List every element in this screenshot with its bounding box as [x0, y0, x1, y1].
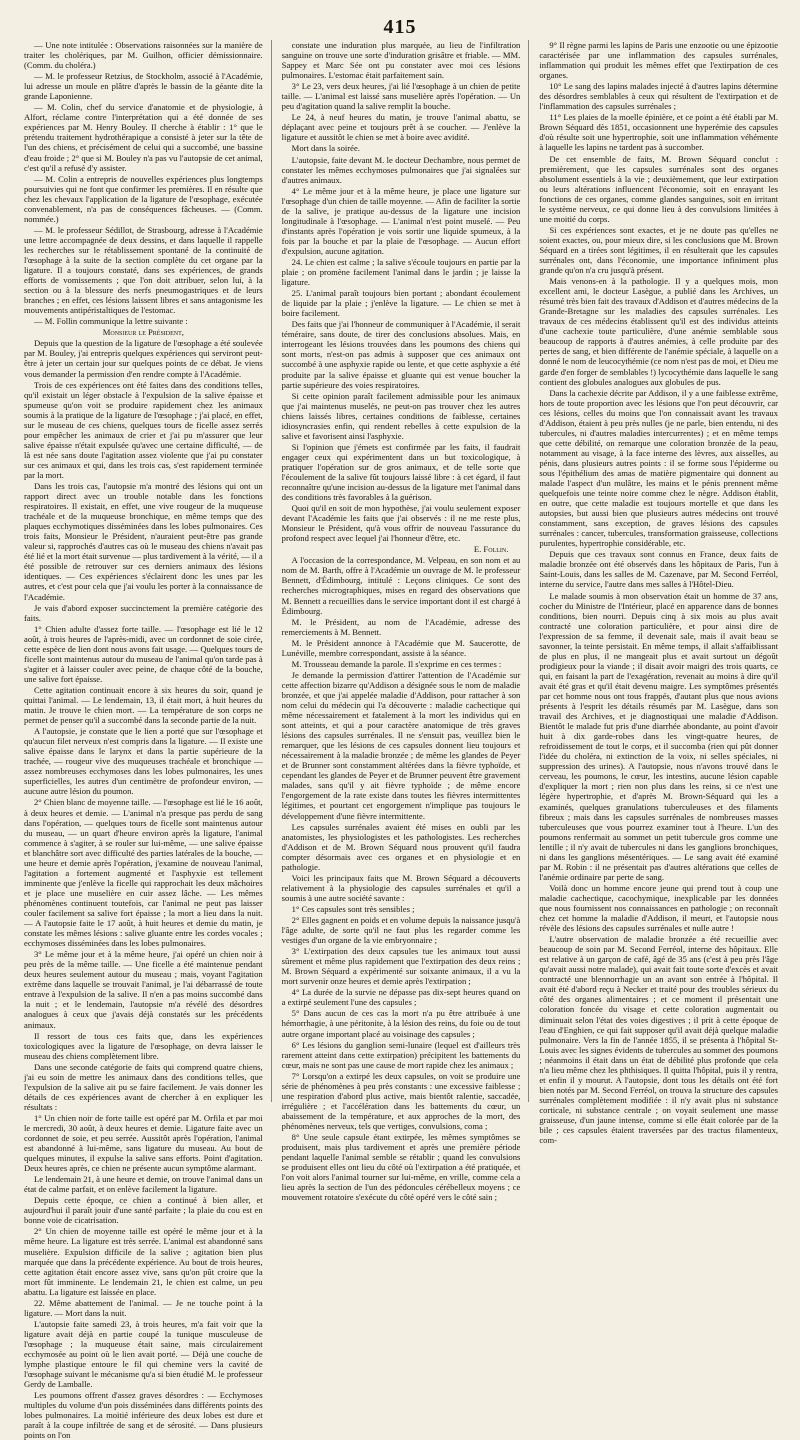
paragraph: Quoi qu'il en soit de mon hypothèse, j'ai voulu seulement exposer devant l'Académie les faits que j'ai observés : il ne me reste plus, Monsieur le Président, qu'à vous offrir de nouveau l'assurance du profond respect avec lequel j'ai l'honneur d'être, etc. — [281, 503, 521, 544]
paragraph: — M. Follin communique la lettre suivante : — [34, 316, 188, 327]
paragraph: 24. Le chien est calme ; la salive s'écoule toujours en partie par la plaie ; on promène facilement l'animal dans le jardin ; je laisse la ligature. — [281, 256, 521, 288]
paragraph: Voilà donc un homme encore jeune qui prend tout à coup une maladie cachectique, cacochymique, inexplicable par les données que nous fournissent nos connaissances en pathologie ; on reconnaît chez cet homme la maladie d'Addison, il meurt, et l'autopsie nous révèle des lésions des capsules surrénales et nulle autre ! — [539, 882, 779, 934]
paragraph: Depuis que la question de la ligature de l'œsophage a été soulevée par M. Bouley, j'ai entrepris quelques expériences qui serviront peut-être à jeter un certain jour sur quelques points de ce débat. Je viens vous demander la permission d'en rendre compte à l'Académie. — [24, 338, 263, 379]
column-right — [539, 40, 779, 1146]
paragraph: Cette agitation continuait encore à six heures du soir, quand je quittai l'animal. — Le lendemain, 13, il était mort, à huit heures du matin. Je trouve le chien mort. — La température de son corps ne permet de penser qu'il a succombé dans la seconde partie de la nuit. — [24, 684, 263, 726]
paragraph: 8° Une seule capsule étant extirpée, les mêmes symptômes se produisent, mais plus tardivement et après une première période pendant laquelle l'animal semble se rétablir ; quand les convulsions se produisent elles ont lieu du côté où l'extirpation a été pratiquée, et l'on voit alors l'animal tourner sur lui-même, en vrille, comme cela a lieu après la section de l'un des pédoncules cérébelleux moyens ; ce mouvement rotatoire s'exécute du côté opéré vers le côté sain ; — [281, 1131, 521, 1203]
paragraph: Mort dans la soirée. — [291, 143, 360, 154]
paragraph: E. Follin. — [473, 544, 509, 555]
paragraph: 4° La durée de la survie ne dépasse pas dix-sept heures quand on a extirpé seulement l'une des capsules ; — [281, 987, 521, 1008]
paragraph: — M. Colin, chef du service d'anatomie et de physiologie, à Alfort, réclame contre l'interprétation qui a été donnée de ses expériences par M. Henry Bouley. Il cherche à établir : 1° que le prétendu traitement hydrothérapique a consisté à jeter sur la tête de l'un des chiens, et précisément de celui qui a succombé, une bassine d'eau froide ; 2° que si M. Bouley n'a pas vu l'autopsie de cet animal, c'est qu'il a refusé d'y assister. — [24, 102, 263, 173]
paragraph: 2° Un chien de moyenne taille est opéré le même jour et à la même heure. La ligature est très serrée. L'animal est abandonné sans muselière. Expulsion difficile de la salive ; agitation bien plus marquée que dans la précédente expérience. Au bout de trois heures, cette agitation était encore assez vive, sans qu'on pût croire que la mort fût imminente. Le lendemain 21, le chien est calme, un peu abattu. La ligature est laissée en place. — [24, 1226, 263, 1297]
paragraph: Voici les principaux faits que M. Brown Séquard a découverts relativement à la physiologie des capsules surrénales et qu'il a soumis à une autre société savante : — [281, 872, 521, 903]
paragraph: A l'autopsie, je constate que le lien a porté que sur l'œsophage et qu'aucun filet nerveux n'est compris dans la ligature. — Il existe une salive épaisse dans le larynx et dans la partie supérieure de la trachée, — rougeur vive des muqueuses trachéale et bronchique — assez nombreuses ecchymoses dans les lobes pulmonaires, les unes superficielles, les autres d'un centimètre de profondeur environ, — aucune autre lésion du poumon. — [24, 726, 263, 797]
paragraph: 1° Un chien noir de forte taille est opéré par M. Orfila et par moi le mercredi, 30 août, à deux heures et demie. Ligature faite avec un cordonnet de soie, et peu serrée. Aussitôt après l'opération, l'animal est abandonné à lui-même, sans ligature du museau. Au bout de quelques minutes, il expulse la salive sans efforts. Point d'agitation. Deux heures après, ce chien ne présente aucun symptôme alarmant. — [24, 1112, 263, 1174]
paragraph: L'autopsie faite samedi 23, à trois heures, m'a fait voir que la ligature avait déjà en partie coupé la tunique musculeuse de l'œsophage ; la muqueuse était saine, mais circulairement ecchymosée au point où le lien avait porté. — Déjà une couche de lymphe plastique entoure le fil qui chemine vers la cavité de l'œsophage suivant le mécanisme qu'a si bien étudié M. le professeur Gerdy de Lamballe. — [24, 1318, 263, 1390]
paragraph: Si l'opinion que j'émets est confirmée par les faits, il faudrait engager ceux qui expérimentent dans un but toxicologique, à pratiquer l'opération sur de gros animaux, et de telle sorte que l'écoulement de la salive fût toujours laissé libre : à cet égard, il faut reconnaître qu'une incision au-dessus de la ligature met l'animal dans des conditions très favorables à la guérison. — [281, 441, 521, 503]
paragraph: Le lendemain 21, à une heure et demie, on trouve l'animal dans un état de calme parfait, et on enlève facilement la ligature. — [24, 1174, 263, 1195]
paragraph: M. le Président, au nom de l'Académie, adresse des remerciements à M. Bennett. — [281, 616, 521, 637]
paragraph: 3° Le 23, vers deux heures, j'ai lié l'œsophage à un chien de petite taille. — L'animal est laissé sans muselière après l'opération. — Un peu d'agitation quand la salive remplit la bouche. — [281, 81, 521, 112]
paragraph: 1° Ces capsules sont très sensibles ; — [291, 903, 415, 914]
paragraph: Dans la cachexie décrite par Addison, il y a une faiblesse extrême, hors de toute proportion avec les lésions que l'on peut découvrir, car ces lésions, celles du moins que l'on connaissait avant les travaux d'Addison, étaient à peu près nulles (je ne parle, bien entendu, ni des tubercules, ni d'autres maladies intercurrentes) ; et en même temps que cette débilité, on remarque une coloration bronzée de la peau, notamment au visage, à la face interne des lèvres, aux aisselles, au pénis, dans plusieurs autres points : il se forme sous l'épiderme ou sous l'épithélium des amas de matière pigmentaire qui donnent au malade l'aspect d'un mulâtre, les mains et le pénis prennent même quelquefois une teinte noire comme chez le nègre. Addison établit, en outre, que cette maladie est toujours mortelle et que dans les autopsies, but aussi bien que plusieurs autres médecins ont trouvé constamment, sans exception, de graves lésions des capsules surrénales : cancer, tubercules, transformation graisseuse, collections purulentes, hypertrophie considérable, etc. — [539, 387, 779, 549]
paragraph: — M. Colin a entrepris de nouvelles expériences plus longtemps poursuivies qui ne font que confirmer les premières. Il en résulte que chez les chevaux l'application de la ligature de l'œsophage, exécutée convenablement, n'a pas de conséquences fâcheuses. — (Comm. nommée.) — [24, 173, 263, 224]
paragraph: 2° Chien blanc de moyenne taille. — l'œsophage est lié le 16 août, à deux heures et demie. — L'animal n'a presque pas perdu de sang dans l'opération, — quelques tours de ficelle sont maintenus autour du museau, — un quart d'heure environ après la ligature, l'animal commence à s'agiter, à se rouler sur lui-même, — une salive épaisse et blanchâtre sort avec difficulté des parties latérales de la bouche, — une heure et demie après l'opération, j'examine de nouveau l'animal, l'agitation a fortement augmenté et l'asphyxie est tellement imminente que j'enlève la ficelle qui rapprochait les deux mâchoires et je place une muselière en cuir assez lâche. — Les mêmes phénomènes continuent toutefois, car l'animal ne peut pas laisser couler facilement sa salive fort épaisse ; la mort a lieu dans la nuit. — A l'autopsie faite le 17 août, à huit heures et demie du matin, je constate les mêmes lésions : salive gluante entre les cordes vocales ; ecchymoses disséminées dans les lobes pulmonaires. — [24, 797, 263, 949]
paragraph: M. Trousseau demande la parole. Il s'exprime en ces termes : — [291, 658, 502, 669]
paragraph: Je demande la permission d'attirer l'attention de l'Académie sur cette affection bizarre qu'Addison a désignée sous le nom de maladie bronzée, et que j'ai appelée maladie d'Addison, pour rattacher à son nom celui du médecin qui l'a découverte : maladie cachectique qui même nécessairement et fatalement à la mort les individus qui en sont atteints, et qui a pour caractère anatomique de très graves lésions des capsules surrénales. Il ne s'ensuit pas, veuillez bien le remarquer, que les lésions de ces capsules donnent lieu toujours et nécessairement à la maladie bronzée ; de même les glandes de Peyer et de Brunner sont constamment altérées dans la fièvre typhoïde, et cependant les glandes de Peyer et de Brunner peuvent être gravement malades, sans qu'il y ait fièvre typhoïde ; de même encore l'engorgement de la rate existe dans toutes les fièvres intermittentes légitimes, et pourtant cet engorgement n'implique pas toujours le développement d'une fièvre intermittente. — [281, 669, 521, 821]
paragraph: Mais venons-en à la pathologie. Il y a quelques mois, mon excellent ami, le docteur Lasègue, a publié dans les Archives, un résumé très bien fait des travaux d'Addison et d'autres médecins de la Grande-Bretagne sur les maladies des capsules surrénales. Les travaux de ces médecins établissent qu'il est des individus atteints d'une cachexie toute particulière, d'une anémie semblable sous beaucoup de rapports à d'autres anémies, à celle produite par des pertes de sang, et bien différente de l'anémie spéciale, à laquelle on a donné le nom de leucocythémie (ce nom n'est pas de moi, et Dieu me garde d'en forger de semblables !) lycocythémie dans laquelle le sang contient des globules analogues aux globules de pus. — [539, 276, 779, 387]
paragraph: Les capsules surrénales avaient été mises en oubli par les anatomistes, les physiologistes et les pathologistes. Les recherches d'Addison et de M. Brown Séquard nous prouvent qu'il faudra compter désormais avec ces organes et en physiologie et en pathologie. — [281, 821, 521, 872]
paragraph: 2° Elles gagnent en poids et en volume depuis la naissance jusqu'à l'âge adulte, de sorte qu'il ne faut plus les regarder comme les vestiges d'un organe de la vie embryonnaire ; — [281, 914, 521, 946]
paragraph: De cet ensemble de faits, M. Brown Séquard conclut : premièrement, que les capsules surrénales sont des organes absolument essentiels à la vie ; deuxièmement, que leur extirpation ou leurs altérations influencent l'économie, soit en enrayant les fonctions de ces organes, comme glandes sanguines, soit en irritant le système nerveux, ce qui donne lieu à des convulsions limitées à une moitié du corps. — [539, 153, 779, 224]
paragraph: constate une induration plus marquée, au lieu de l'infiltration sanguine on trouve une sorte d'induration grisâtre et friable. — MM. Sappey et Marc Sée ont pu constater avec moi ces lésions pulmonaires. L'estomac était parfaitement sain. — [281, 40, 521, 81]
paragraph: Depuis que ces travaux sont connus en France, deux faits de maladie bronzée ont été observés dans les hôpitaux de Paris, l'un à Saint-Louis, dans les salles de M. Cazenave, par M. Second Ferréol, interne du service, l'autre dans mes salles à l'Hôtel-Dieu. — [539, 549, 779, 590]
paragraph: 4° Le même jour et à la même heure, je place une ligature sur l'œsophage d'un chien de taille moyenne. — Afin de faciliter la sortie de la salive, je pratique au-dessus de la ligature une incision longitudinale à l'œsophage. — L'animal n'est point muselé. — Peu d'instants après l'opération je vois sortir une liquide spumeux, à la fois par la bouche et par la plaie de l'œsophage. — Aucun effort d'expulsion, aucune agitation. — [281, 185, 521, 256]
paragraph: Il ressort de tous ces faits que, dans les expériences toxicologiques avec la ligature de l'œsophage, on devra laisser le museau des chiens complètement libre. — [24, 1030, 263, 1061]
page-number: 415 — [383, 16, 417, 38]
paragraph: Depuis cette époque, ce chien a continué à bien aller, et aujourd'hui il paraît jouir d'une santé parfaite ; la plaie du cou est en bonne voie de cicatrisation. — [24, 1195, 263, 1226]
paragraph: Si cette opinion paraît facilement admissible pour les animaux que j'ai maintenus muselés, ne peut-on pas trouver chez les autres chiens laissés libres, certaines conditions de faiblesse, certaines idiosyncrasies enfin, qui rendent rebelles à cette expulsion de la salive et favorisent ainsi l'asphyxie. — [281, 390, 521, 441]
paragraph: 1° Chien adulte d'assez forte taille. — l'œsophage est lié le 12 août, à trois heures de l'après-midi, avec un cordonnet de soie cirée, cette espèce de lien dont nous avons fait usage. — Quelques tours de ficelle sont maintenus autour du museau de l'animal qu'on tarde pas à s'agiter et à laisser couler avec peine, de chaque côté de la bouche, une salive fort épaisse. — [24, 623, 263, 684]
paragraph: 22. Même abattement de l'animal. — Je ne touche point à la ligature. — Mort dans la nuit. — [24, 1297, 263, 1318]
paragraph: 9° Il règne parmi les lapins de Paris une enzootie ou une épizootie caractérisée par une inflammation des capsules surrénales, inflammation qui produit les mêmes effet que l'extirpation de ces organes. — [539, 40, 779, 81]
paragraph: — Une note intitulée : Observations raisonnées sur la manière de traiter les cholériques, par M. Guilhon, officier démissionnaire. (Comm. du choléra.) — [24, 40, 263, 71]
paragraph: 10° Le sang des lapins malades injecté à d'autres lapins détermine des désordres semblables à ceux qui résultent de l'extirpation et de l'inflammation des capsules surrénales ; — [539, 81, 779, 112]
paragraph: 5° Dans aucun de ces cas la mort n'a pu être attribuée à une hémorrhagie, à une péritonite, à la lésion des reins, du foie ou de tout autre organe important placé au voisinage des capsules ; — [281, 1008, 521, 1039]
paragraph: Trois de ces expériences ont été faites dans des conditions telles, qu'il existait un léger obstacle à l'expulsion de la salive épaisse et spumeuse qu'on voit se produire rapidement chez les animaux soumis à la pratique de la ligature de l'œsophage ; j'ai placé, en effet, sur le museau de ces chiens, quelques tours de ficelle assez serrés pour empêcher les animaux de crier et j'ai pu m'assurer que leur salive épaisse n'était expulsée qu'avec une certaine difficulté, — de là est née sans doute l'agitation assez violente que j'ai pu constater sur ces animaux et qui, dans les trois cas, s'est rapidement terminée par la mort. — [24, 379, 263, 480]
column-middle — [281, 40, 530, 1203]
paragraph: Si ces expériences sont exactes, et je ne doute pas qu'elles ne soient exactes, ou, pour mieux dire, si les conclusions que M. Brown Séquard en a tirées sont légitimes, il en résulterait que les capsules surrénales ont, dans l'économie, une importance infiniment plus grande qu'on n'a cru jusqu'à présent. — [539, 224, 779, 276]
paragraph: — M. le professeur Retzius, de Stockholm, associé à l'Académie, lui adresse un moule en plâtre d'après le bassin de la géante dite la grande Laponienne. — [24, 71, 263, 102]
paragraph: M. le Président annonce à l'Académie que M. Saucerotte, de Lunéville, membre correspondant, assiste à la séance. — [281, 637, 521, 658]
paragraph: — M. le professeur Sédillot, de Strasbourg, adresse à l'Académie une lettre accompagnée de deux dessins, et dans laquelle il rappelle les recherches sur le rétablissement spontané de la continuité de l'œsophage à la suite de la section complète du cet organe par la ligature. Il a toujours constaté, dans ses expériences, de grands efforts de vomissements ; que l'on doit attribuer, selon lui, à la section ou à la blessure des nerfs pneumogastriques et de leurs branches ; en effet, ces lésions laissent libres et sans antagonisme les mouvements antipéristaltiques de l'estomac. — [24, 224, 263, 316]
paragraph: 3° Le même jour et à la même heure, j'ai opéré un chien noir à peu près de la même taille. — Une ficelle a été maintenue pendant deux heures seulement autour du museau ; mais, voyant l'agitation extrême dans laquelle se trouvait l'animal, je l'ai débarrassé de toute entrave à l'expulsion de la salive. Il n'en a pas moins succombé dans la nuit ; et le lendemain, l'autopsie m'a révélé des désordres analogues à ceux que j'avais déjà constatés sur les précédents animaux. — [24, 949, 263, 1030]
paragraph: 7° Lorsqu'on a extirpé les deux capsules, on voit se produire une série de phénomènes à peu près constants : une excessive faiblesse ; une respiration d'abord plus active, mais bientôt ralentie, saccadée, irrégulière ; et l'accélération dans les battements du cœur, un abaissement de la température, et aux approches de la mort, des phénomènes nerveux, tels que vertiges, convulsions, coma ; — [281, 1070, 521, 1131]
paragraph: Des faits que j'ai l'honneur de communiquer à l'Académie, il serait téméraire, sans doute, de tirer des conclusions absolues. Mais, en interrogeant les lésions trouvées dans les poumons des chiens qui sont morts, n'est-on pas admis à supposer que ces animaux ont succombé à une asphyxie rapide ou lente, et que cette asphyxie a été produite par la salive épaisse et gluante qui est venue boucher la partie supérieure des voies respiratoires. — [281, 319, 521, 390]
paragraph: L'autre observation de maladie bronzée a été recueillie avec beaucoup de soin par M. Second Ferréol, interne des hôpitaux. Elle est relative à un garçon de café, âgé de 35 ans (c'est à peu près l'âge qu'avait aussi notre malade), qui avait fait toute sorte d'excès et avait contracté une blennorrhagie un an avant son entrée à l'hôpital. Il avait été d'abord reçu à Necker et traité pour des troubles sérieux du côté des organes alimentaires ; et ce moment il présentait une coloration foncée du visage et cette coloration augmentait ou diminuait selon l'état des voies digestives ; il prit à cette époque de l'eau d'Enghien, ce qui fait supposer qu'il avait déjà quelque maladie pulmonaire. Vers la fin de l'année 1855, il se présenta à l'hôpital St-Louis avec les signes évidents de tubercules au sommet des poumons ; néanmoins il était dans un état de débilité plus profonde que cela n'a lieu même chez les phthisiques. Il quitta l'hôpital, puis il y rentra, et enfin il y mourut. A l'autopsie, dont tous les détails ont été fort bien notés par M. Second Ferréol, on trouva la structure des capsules surrénales complètement modifiée : il n'y avait plus ni substance corticale, ni substance centrale ; on voyait seulement une masse graisseuse, d'un jaune intense, comme si elle était colorée par de la bile ; ces capsules étaient traversées par des tractus filamenteux, com- — [539, 934, 779, 1146]
column-left — [24, 40, 272, 1440]
paragraph: Les poumons offrent d'assez graves désordres : — Ecchymoses multiples du volume d'un pois disséminées dans différents points des lobes pulmonaires. La moitié inférieure des deux lobes est dure et paraît à la coupe infiltrée de sang et de sérosité. — Dans plusieurs points on l'on — [24, 1390, 263, 1440]
paragraph: 6° Les lésions du ganglion semi-lunaire (lequel est d'ailleurs très rarement atteint dans cette extirpation) précipitent les battements du cœur, mais ne sont pas une cause de mort rapide chez les animaux ; — [281, 1039, 521, 1070]
paragraph: 3° L'extirpation des deux capsules tue les animaux tout aussi sûrement et même plus rapidement que l'extirpation des deux reins ; M. Brown Séquard a expérimenté sur soixante animaux, il a vu la mort survenir onze heures et demie après l'extirpation ; — [281, 946, 521, 987]
paragraph: Monsieur le Président, — [102, 327, 184, 338]
paragraph: Dans une seconde catégorie de faits qui comprend quatre chiens, j'ai eu soin de mettre les animaux dans des conditions telles, que l'expulsion de la salive ait pu se faire facilement. Je vais donner les détails de ces expériences avant de chercher à en expliquer les résultats : — [24, 1061, 263, 1112]
text-columns — [24, 40, 779, 1440]
paragraph: 25. L'animal paraît toujours bien portant ; abondant écoulement de liquide par la plaie ; j'enlève la ligature. — Le chien se met à boire facilement. — [281, 288, 521, 319]
paragraph: 11° Les plaies de la moelle épinière, et ce point a été établi par M. Brown Séquard dès 1851, occasionnent une hyperémie des capsules d'où résulte soit une hypertrophie, soit une inflammation véhémente à laquelle les lapins ne tardent pas à succomber. — [539, 112, 779, 153]
paragraph: A l'occasion de la correspondance, M. Velpeau, en son nom et au nom de M. Barth, offre à l'Académie un ouvrage de M. le professeur Bennett, d'Édimbourg, intitulé : Leçons cliniques. Ce sont des recherches micrographiques, mises en regard des observations que M. Bennett a recueillies dans le service important dont il est chargé à Édimbourg. — [281, 555, 521, 616]
paragraph: Dans les trois cas, l'autopsie m'a montré des lésions qui ont un rapport direct avec un trouble notable dans les fonctions respiratoires. Il existait, en effet, une vive rougeur de la muqueuse trachéale et de la muqueuse bronchique, en même temps que des plaques ecchymotiques disséminées dans les lobes pulmonaires. Ces trois faits, Monsieur le Président, n'auraient peut-être pas grande valeur si, rapprochés d'autres cas où le museau des chiens n'avait pas été lié et la mort était survenue — plus tardivement à la vérité, — il a été possible de retrouver sur ces derniers animaux des lésions identiques. — Ces expériences s'éclairent donc les unes par les autres, et c'est pour cela que j'ai voulu les porter à la connaissance de l'Académie. — [24, 481, 263, 602]
paragraph: Le 24, à neuf heures du matin, je trouve l'animal abattu, se déplaçant avec peine et toujours prêt à se coucher. — J'enlève la ligature et aussitôt le chien se met à boire avec avidité. — [281, 112, 521, 143]
paragraph: Je vais d'abord exposer succinctement la première catégorie des faits. — [24, 602, 263, 623]
paragraph: L'autopsie, faite devant M. le docteur Dechambre, nous permet de constater les mêmes ecchymoses pulmonaires que j'ai signalées sur d'autres animaux. — [281, 154, 521, 185]
paragraph: Le malade soumis à mon observation était un homme de 37 ans, cocher du Ministre de l'Intérieur, placé en apparence dans de bonnes conditions, bien nourri. Depuis cinq à six mois au plus avait contracté une coloration particulière, et pour ainsi dire de l'expression de sa femme, il devenait sale, mais il avait beau se savonner, la teinte persistait. En même temps, il allait s'affaiblissant de plus en plus, il ne mangeait plus et avait surtout un dégoût prodigieux pour la viande ; il disait avoir maigri des trois quarts, ce qui, en faisant la part de l'exagération, revenait au moins à dire qu'il avait été gras et qu'il était devenu maigre. Les symptômes présentés par cet homme nous ont tous frappés, d'autant plus que nous avions présents à l'esprit les détails résumés par M. Lasègue, dans son travail des Archives, et je diagnostiquai une maladie d'Addison. Bientôt le malade fut pris d'une diarrhée abondante, au point d'avoir huit à dix garde-robes dans les vingt-quatre heures, de refroidissement de tout le corps, et il succomba (rien qui pût donner l'idée du choléra, ni extinction de la voix, ni selles spéciales, ni suppression des urines). A l'autopsie, nous n'avons trouvé dans le cerveau, les poumons, le cœur, les intestins, aucune lésion capable d'expliquer la mort ; rien non plus dans les reins, si ce n'est une légère hypertrophie, et d'après M. Brown-Séquard qui les a examinés, quelques granulations tuberculeuses et des filaments fibreux ; mais dans les capsules surrénales de nombreuses masses tuberculeuses que vous pourrez examiner tout à l'heure. L'un des poumons renfermait au sommet un petit tubercule gros comme une lentille ; il n'y avait de tubercules ni dans les ganglions bronchiques, ni dans les ganglions mésentériques. — Le sang avait été examiné par M. Robin : il ne présentait pas d'autres altérations que celles de l'anémie ordinaire par perte de sang. — [539, 590, 779, 882]
